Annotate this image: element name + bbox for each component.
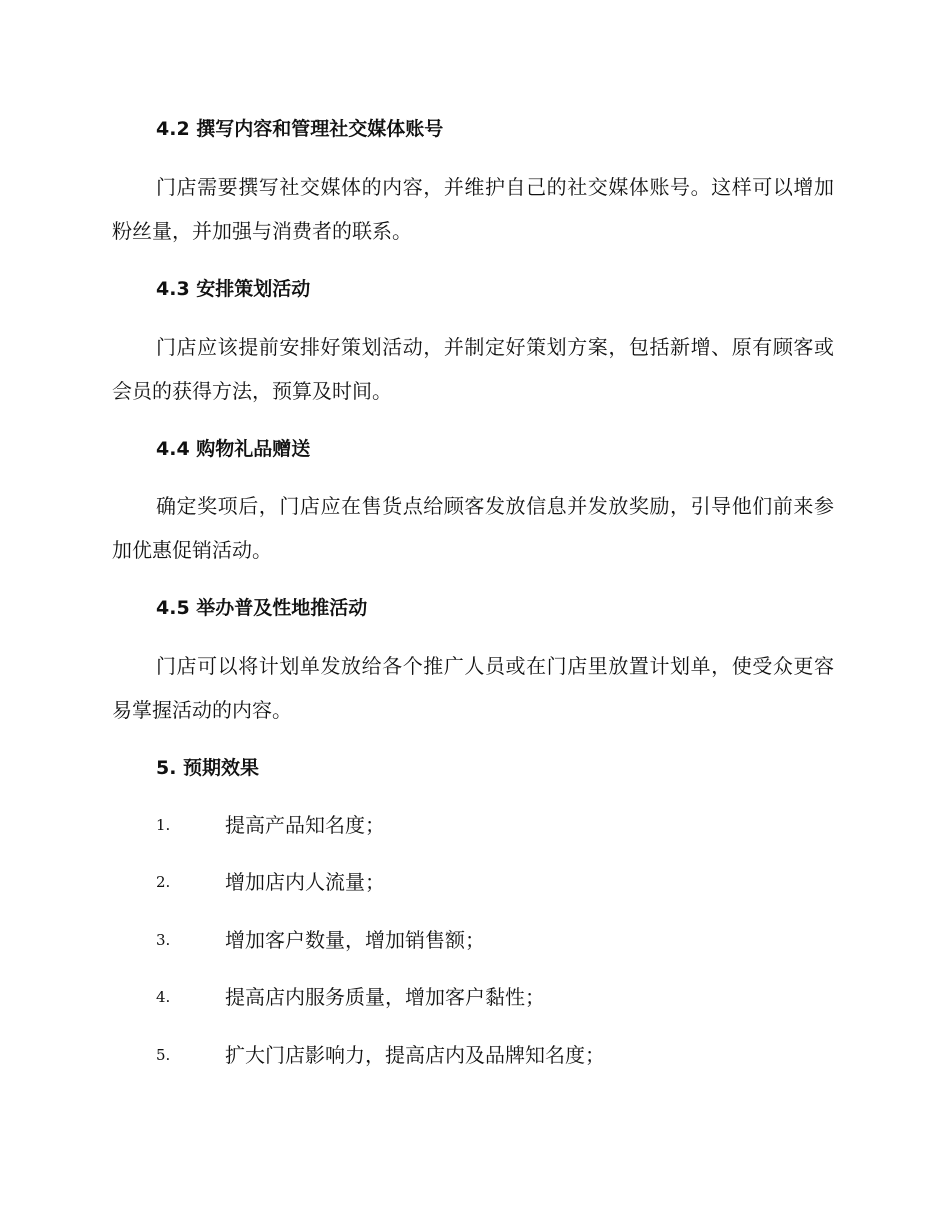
section-body-4-4: 确定奖项后，门店应在售货点给顾客发放信息并发放奖励，引导他们前来参加优惠促销活动。 (112, 494, 834, 562)
section-heading-4-4: 4.4 购物礼品赠送 (156, 438, 311, 460)
list-item-text: 提高店内服务质量，增加客户黏性； (225, 985, 545, 1009)
list-item-text: 提高产品知名度； (225, 813, 385, 837)
list-item-number: 5. (156, 1046, 171, 1064)
list-item (156, 925, 856, 955)
section-heading-4-3: 4.3 安排策划活动 (156, 278, 311, 300)
section-body-4-3: 门店应该提前安排好策划活动，并制定好策划方案，包括新增、原有顾客或会员的获得方法，预算及时间。 (112, 335, 834, 403)
list-item (156, 867, 856, 897)
list-item-text: 扩大门店影响力，提高店内及品牌知名度； (225, 1043, 605, 1067)
list-item-text: 增加客户数量，增加销售额； (225, 928, 485, 952)
section-heading-4-2: 4.2 撰写内容和管理社交媒体账号 (156, 118, 444, 140)
section-body-4-2: 门店需要撰写社交媒体的内容，并维护自己的社交媒体账号。这样可以增加粉丝量，并加强与消费者的联系。 (112, 175, 834, 243)
section-body-4-5: 门店可以将计划单发放给各个推广人员或在门店里放置计划单，使受众更容易掌握活动的内容。 (112, 654, 834, 722)
list-item (156, 810, 856, 840)
list-item-text: 增加店内人流量； (225, 870, 385, 894)
list-item (156, 982, 856, 1012)
list-item-number: 1. (156, 816, 171, 834)
effects-heading: 5. 预期效果 (156, 757, 260, 779)
list-item-number: 3. (156, 931, 171, 949)
list-item (156, 1040, 856, 1070)
list-item-number: 4. (156, 988, 171, 1006)
section-heading-4-5: 4.5 举办普及性地推活动 (156, 597, 368, 619)
list-item-number: 2. (156, 873, 171, 891)
